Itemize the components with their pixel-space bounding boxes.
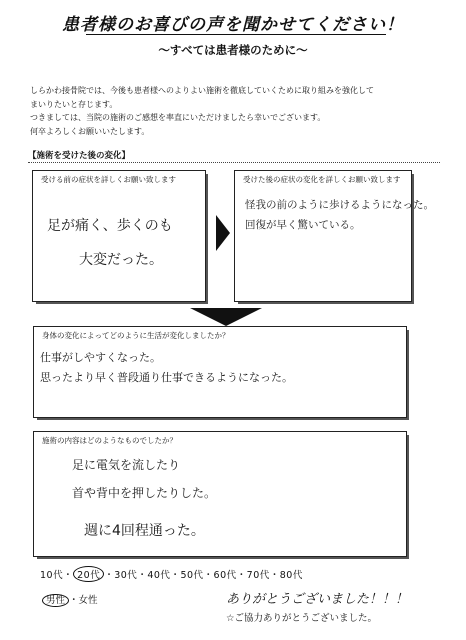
before-answer-line: 大変だった。 bbox=[79, 252, 163, 268]
separator: ・ bbox=[236, 570, 247, 581]
life-answer-line: 仕事がしやすくなった。 bbox=[40, 351, 161, 364]
section-label: 【施術を受けた後の変化】 bbox=[28, 151, 131, 161]
gender-option-selected: 男性 bbox=[42, 594, 69, 607]
age-option: 10代 bbox=[40, 570, 64, 581]
treatment-box bbox=[33, 431, 407, 557]
before-symptoms-box bbox=[32, 170, 206, 302]
age-option: 40代 bbox=[147, 570, 171, 581]
arrow-right-icon bbox=[216, 215, 230, 251]
arrow-down-icon bbox=[190, 308, 262, 326]
treatment-answer-line: 週に4回程通った。 bbox=[84, 523, 205, 539]
after-box-heading: 受けた後の症状の変化を詳しくお願い致します bbox=[243, 175, 401, 184]
after-symptoms-box bbox=[234, 170, 434, 302]
age-option-selected: 20代 bbox=[73, 566, 104, 582]
handwritten-thanks: ありがとうございました！！！ bbox=[226, 592, 409, 607]
intro-line: つきましては、当院の施術のご感想を率直にいただけましたら幸いでございます。 bbox=[30, 113, 326, 122]
page-subtitle: ～すべては患者様のために～ bbox=[158, 43, 308, 57]
page-title: 患者様のお喜びの声を聞かせてください！ bbox=[62, 15, 404, 35]
separator: ・ bbox=[69, 595, 79, 606]
life-change-box bbox=[33, 326, 407, 418]
life-answer-line: 思ったより早く普段通り仕事できるようになった。 bbox=[40, 371, 293, 384]
thanks-note: ☆ご協力ありがとうございました。 bbox=[226, 613, 378, 624]
intro-line: しらかわ接骨院では、今後も患者様へのよりよい施術を徹底していくために取り組みを強化して bbox=[30, 86, 374, 95]
separator: ・ bbox=[63, 570, 74, 581]
separator: ・ bbox=[104, 570, 115, 581]
before-answer-line: 足が痛く、歩くのも bbox=[47, 218, 173, 234]
separator: ・ bbox=[203, 570, 214, 581]
intro-line: まいりたいと存じます。 bbox=[30, 99, 118, 109]
title-underline bbox=[86, 34, 386, 35]
age-option: 50代 bbox=[180, 570, 204, 581]
life-box-heading: 身体の変化によってどのように生活が変化しましたか？ bbox=[42, 331, 230, 340]
section-divider bbox=[28, 162, 440, 163]
treatment-answer-line: 首や背中を押したりした。 bbox=[72, 486, 217, 500]
age-option: 60代 bbox=[213, 570, 237, 581]
after-answer-line: 回復が早く驚いている。 bbox=[245, 219, 361, 231]
intro-line: 何卒よろしくお願いいたします。 bbox=[30, 126, 150, 136]
gender-option: 女性 bbox=[78, 595, 98, 606]
intro-paragraph bbox=[30, 84, 450, 138]
age-option: 70代 bbox=[246, 570, 270, 581]
treatment-answer-line: 足に電気を流したり bbox=[72, 458, 181, 472]
before-box-heading: 受ける前の症状を詳しくお願い致します bbox=[41, 175, 176, 184]
age-options bbox=[40, 566, 303, 582]
separator: ・ bbox=[269, 570, 280, 581]
separator: ・ bbox=[170, 570, 181, 581]
gender-options bbox=[42, 592, 98, 606]
after-answer-line: 怪我の前のように歩けるようになった。 bbox=[245, 199, 434, 211]
separator: ・ bbox=[137, 570, 148, 581]
age-option: 30代 bbox=[114, 570, 138, 581]
treatment-box-heading: 施術の内容はどのようなものでしたか？ bbox=[42, 436, 177, 445]
age-option: 80代 bbox=[279, 570, 303, 581]
